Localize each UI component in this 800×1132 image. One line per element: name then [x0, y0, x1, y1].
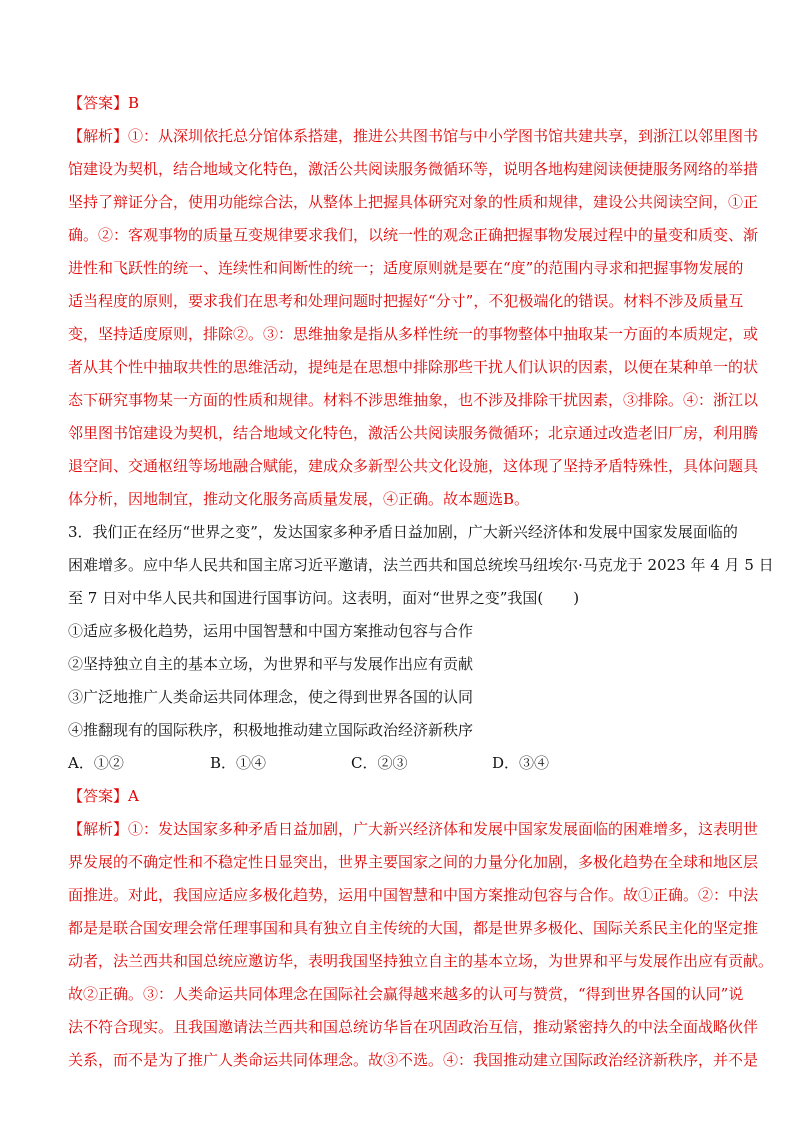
q2-analysis-line: 适当程度的原则，要求我们在思考和处理问题时把握好“分寸”，不犯极端化的错误。材料不涉及质量互 — [68, 292, 744, 310]
q2-analysis-line: 【解析】①：从深圳依托总分馆体系搭建，推进公共图书馆与中小学图书馆共建共享，到浙江以邻里图书 — [68, 127, 759, 145]
q3-analysis-line: 界发展的不确定性和不稳定性日显突出，世界主要国家之间的力量分化加剧，多极化趋势在全球和地区层 — [68, 853, 759, 871]
q2-analysis-line: 态下研究事物某一方面的性质和规律。材料不涉思维抽象，也不涉及排除干扰因素，③排除。④：浙江以 — [68, 391, 759, 409]
q2-analysis-line: 进性和飞跃性的统一、连续性和间断性的统一；适度原则就是要在“度”的范围内寻求和把握事物发展的 — [68, 259, 744, 277]
q3-statement: ④推翻现有的国际秩序，积极地推动建立国际政治经济新秩序 — [68, 721, 474, 739]
option-d: D．③④ — [492, 754, 550, 772]
q3-stem-line: 至 7 日对中华人民共和国进行国事访问。这表明，面对“世界之变”我国( ) — [68, 589, 580, 607]
q3-statement: ①适应多极化趋势，运用中国智慧和中国方案推动包容与合作 — [68, 622, 474, 640]
q2-analysis-line: 者从其个性中抽取共性的思维活动，提纯是在思想中排除那些干扰人们认识的因素，以便在某种单一的状 — [68, 358, 759, 376]
q2-analysis-line: 退空间、交通枢纽等场地融合赋能，建成众多新型公共文化设施，这体现了坚持矛盾特殊性，具体问题具 — [68, 457, 759, 475]
q2-analysis-line: 邻里图书馆建设为契机，结合地域文化特色，激活公共阅读服务微循环；北京通过改造老旧厂房，利用腾 — [68, 424, 759, 442]
q2-analysis-line: 坚持了辩证分合，使用功能综合法，从整体上把握具体研究对象的性质和规律，建设公共阅读空间，①正 — [68, 193, 759, 211]
q3-analysis-line: 动者，法兰西共和国总统应邀访华，表明我国坚持独立自主的基本立场，为世界和平与发展作出应有贡献。 — [68, 952, 774, 970]
q3-options-row — [68, 753, 748, 773]
option-a: A．①② — [68, 754, 124, 772]
q3-statement: ③广泛地推广人类命运共同体理念，使之得到世界各国的认同 — [68, 688, 474, 706]
q3-analysis-line: 面推进。对此，我国应适应多极化趋势，运用中国智慧和中国方案推动包容与合作。故①正确。②：中法 — [68, 886, 759, 904]
q2-analysis-line: 确。②：客观事物的质量互变规律要求我们，以统一性的观念正确把握事物发展过程中的量变和质变、渐 — [68, 226, 759, 244]
q2-analysis-line: 变，坚持适度原则，排除②。③：思维抽象是指从多样性统一的事物整体中抽取某一方面的本质规定，或 — [68, 325, 759, 343]
q3-stem-line: 3．我们正在经历“世界之变”，发达国家多种矛盾日益加剧，广大新兴经济体和发展中国家发展面临的 — [68, 523, 738, 541]
q3-analysis-line: 故②正确。③：人类命运共同体理念在国际社会赢得越来越多的认可与赞赏，“得到世界各国的认同”说 — [68, 985, 744, 1003]
q3-analysis-line: 关系，而不是为了推广人类命运共同体理念。故③不选。④：我国推动建立国际政治经济新秩序，并不是 — [68, 1051, 759, 1069]
q3-answer-label: 【答案】A — [68, 787, 139, 805]
q3-analysis-line: 都是是联合国安理会常任理事国和具有独立自主传统的大国，都是世界多极化、国际关系民主化的坚定推 — [68, 919, 759, 937]
q2-analysis-line: 体分析，因地制宜，推动文化服务高质量发展，④正确。故本题选B。 — [68, 490, 530, 508]
q2-analysis-line: 馆建设为契机，结合地域文化特色，激活公共阅读服务微循环等，说明各地构建阅读便捷服务网络的举措 — [68, 160, 759, 178]
option-b: B．①④ — [210, 754, 267, 772]
option-c: C．②③ — [351, 754, 408, 772]
q3-analysis-line: 法不符合现实。且我国邀请法兰西共和国总统访华旨在巩固政治互信，推动紧密持久的中法全面战略伙伴 — [68, 1018, 759, 1036]
q3-statement: ②坚持独立自主的基本立场，为世界和平与发展作出应有贡献 — [68, 655, 474, 673]
q3-stem-line: 困难增多。应中华人民共和国主席习近平邀请，法兰西共和国总统埃马纽埃尔·马克龙于 2023 年 4 月 5 日 — [68, 556, 774, 574]
q3-analysis-line: 【解析】①：发达国家多种矛盾日益加剧，广大新兴经济体和发展中国家发展面临的困难增多，这表明世 — [68, 820, 759, 838]
q2-answer-label: 【答案】B — [68, 94, 140, 112]
